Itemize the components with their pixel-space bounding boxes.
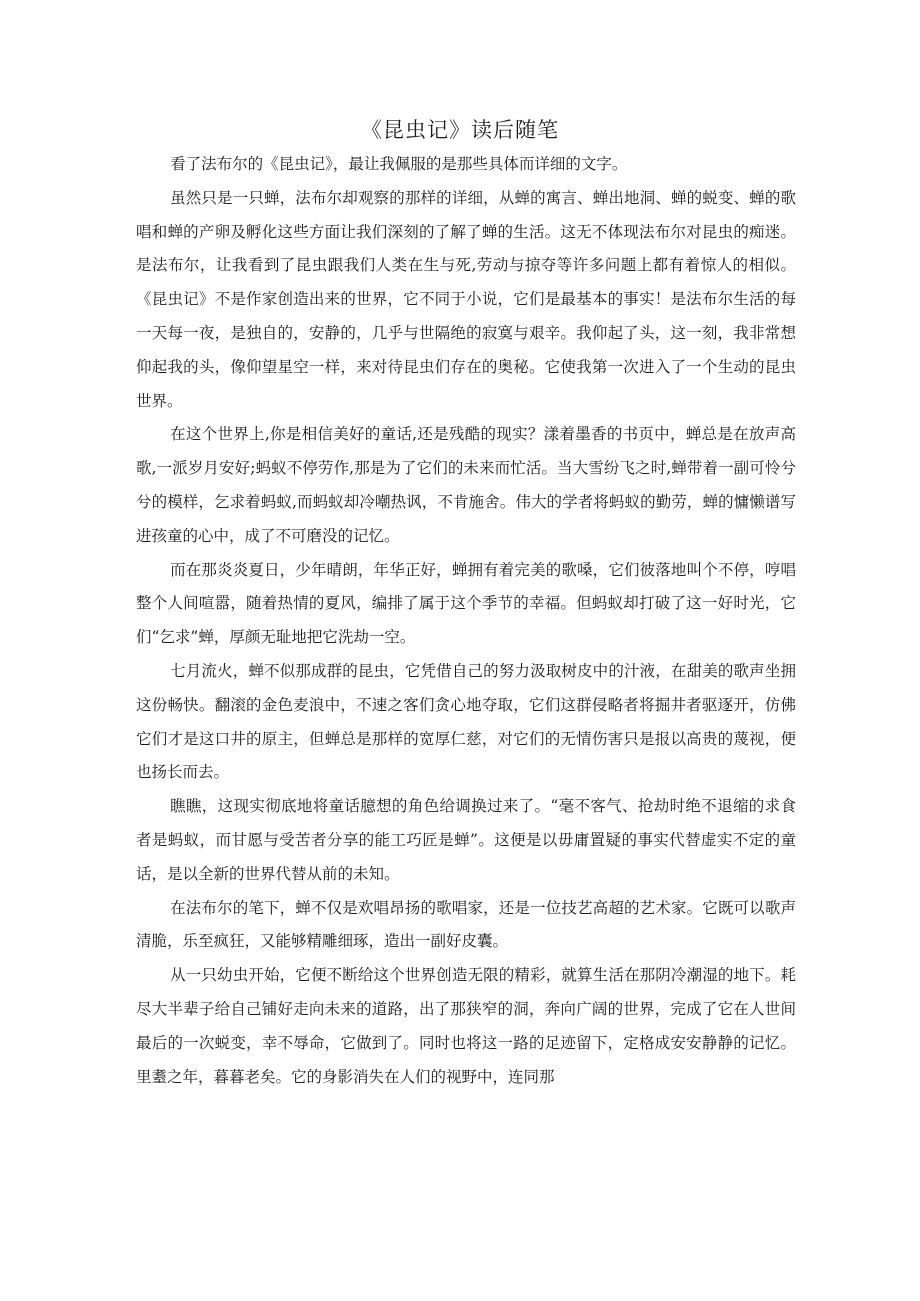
paragraph-2: 虽然只是一只蝉，法布尔却观察的那样的详细，从蝉的寓言、蝉出地洞、蝉的蜕变、蝉的歌唱和蝉的产卵及孵化这些方面让我们深刻的了解了蝉的生活。这无不体现法布尔对昆虫的痴迷。是法布尔，让我看到了昆虫跟我们人类在生与死,劳动与掠夺等许多问题上都有着惊人的相似。《昆虫记》不是作家创造出来的世界，它不同于小说，它们是最基本的事实！是法布尔生活的每一天每一夜，是独自的，安静的，几乎与世隔绝的寂寞与艰辛。我仰起了头，这一刻，我非常想仰起我的头，像仰望星空一样，来对待昆虫们存在的奥秘。它使我第一次进入了一个生动的昆虫世界。: [136, 188, 796, 410]
document-title: 《昆虫记》读后随笔: [361, 118, 559, 142]
document-body: [136, 148, 796, 1094]
paragraph-3: 在这个世界上,你是相信美好的童话,还是残酷的现实？漾着墨香的书页中，蝉总是在放声高歌,一派岁月安好;蚂蚁不停劳作,那是为了它们的未来而忙活。当大雪纷飞之时,蝉带着一副可怜兮兮的模样，乞求着蚂蚁,而蚂蚁却冷嘲热讽，不肯施舍。伟大的学者将蚂蚁的勤劳，蝉的慵懒谱写进孩童的心中，成了不可磨没的记忆。: [136, 425, 796, 545]
paragraph-6: 瞧瞧，这现实彻底地将童话臆想的角色给调换过来了。“毫不客气、抢劫时绝不退缩的求食者是蚂蚁，而甘愿与受苦者分享的能工巧匠是蝉”。这便是以毋庸置疑的事实代替虚实不定的童话，是以全新的世界代替从前的未知。: [136, 797, 796, 883]
paragraph-1: 看了法布尔的《昆虫记》，最让我佩服的是那些具体而详细的文字。: [170, 155, 628, 173]
paragraph-7: 在法布尔的笔下，蝉不仅是欢唱昂扬的歌唱家，还是一位技艺高超的艺术家。它既可以歌声清脆，乐至疯狂，又能够精雕细琢，造出一副好皮囊。: [136, 898, 796, 951]
paragraph-4: 而在那炎炎夏日，少年晴朗，年华正好，蝉拥有着完美的歌嗓，它们彼落地叫个不停，哼唱整个人间喧嚣，随着热情的夏风，编排了属于这个季节的幸福。但蚂蚁却打破了这一好时光，它们“乞求”蝉，厚颜无耻地把它洗劫一空。: [136, 560, 796, 647]
paragraph-8: 从一只幼虫开始，它便不断给这个世界创造无限的精彩，就算生活在那阴冷潮湿的地下。耗尽大半辈子给自己铺好走向未来的道路，出了那狭窄的洞，奔向广阔的世界，完成了它在人世间最后的一次蜕变，幸不辱命，它做到了。同时也将这一路的足迹留下，定格成安安静静的记忆。里耋之年，暮暮老矣。它的身影消失在人们的视野中，连同那: [136, 966, 796, 1086]
paragraph-5: 七月流火，蝉不似那成群的昆虫，它凭借自己的努力汲取树皮中的汁液，在甜美的歌声坐拥这份畅快。翻滚的金色麦浪中，不速之客们贪心地夺取，它们这群侵略者将掘井者驱逐开，仿佛它们才是这口井的原主，但蝉总是那样的宽厚仁慈，对它们的无情伤害只是报以高贵的蔑视，便也扬长而去。: [136, 661, 796, 782]
